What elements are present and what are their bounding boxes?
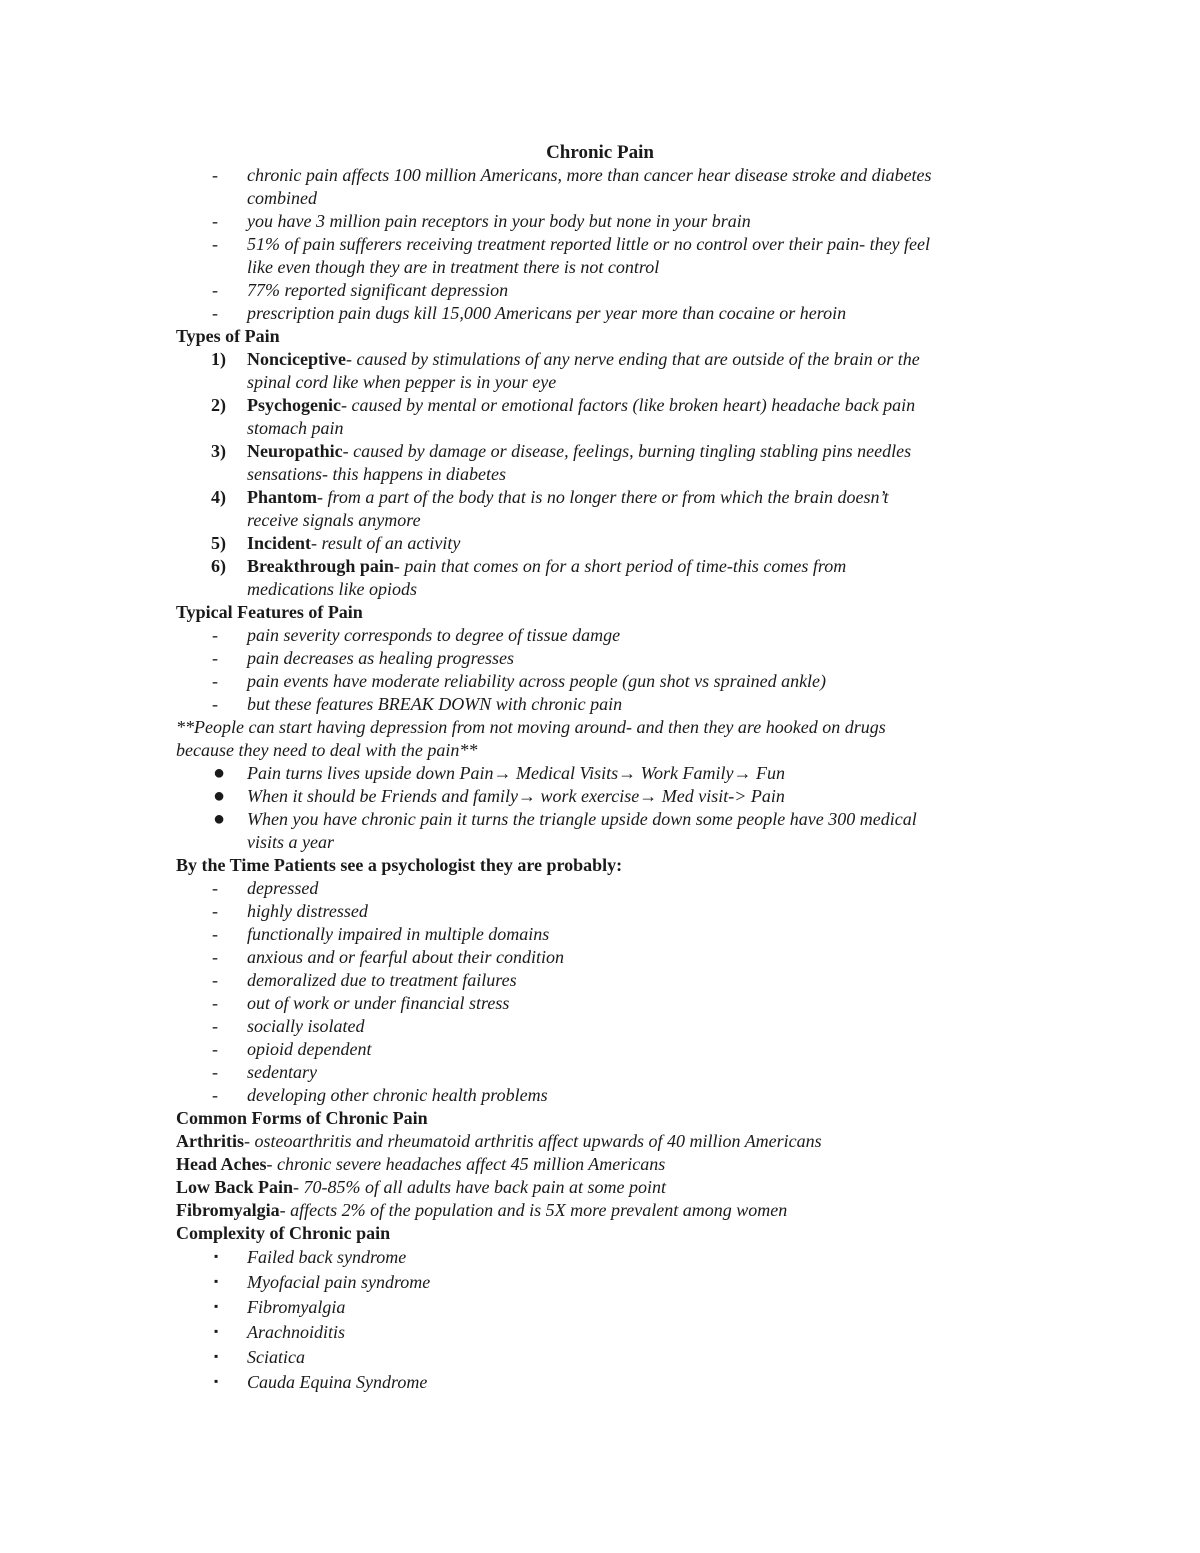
item-term: Phantom: [247, 487, 318, 507]
form-description: - affects 2% of the population and is 5X more prevalent among women: [279, 1200, 788, 1220]
square-bullet-icon: ▪: [214, 1274, 219, 1288]
square-bullet-icon: ▪: [214, 1249, 219, 1263]
list-item: [176, 785, 1036, 808]
dash-marker: -: [212, 1085, 218, 1105]
list-item-text: Cauda Equina Syndrome: [247, 1372, 428, 1392]
list-item: [176, 624, 1036, 647]
item-description-continued: receive signals anymore: [247, 510, 421, 530]
item-term: Incident: [247, 533, 312, 553]
list-item-text: pain severity corresponds to degree of tissue damge: [247, 625, 621, 645]
types-list: [176, 348, 1036, 601]
list-item-text: socially isolated: [247, 1016, 365, 1036]
dash-marker: -: [212, 947, 218, 967]
item-term: Nonciceptive: [247, 349, 346, 369]
form-entry: [176, 1199, 1036, 1222]
item-number: 4): [211, 487, 226, 507]
numbered-item: [176, 348, 1036, 394]
list-item: [176, 279, 1036, 302]
list-item: [176, 808, 1036, 854]
list-item: [176, 877, 1036, 900]
square-bullet-icon: ▪: [214, 1299, 219, 1313]
list-item: [176, 670, 1036, 693]
item-number: 1): [211, 349, 226, 369]
list-item-text: highly distressed: [247, 901, 368, 921]
dash-marker: -: [212, 901, 218, 921]
list-item: [176, 923, 1036, 946]
list-item-text: demoralized due to treatment failures: [247, 970, 517, 990]
item-number: 6): [211, 556, 226, 576]
dash-marker: -: [212, 1062, 218, 1082]
form-description: - 70-85% of all adults have back pain at some point: [293, 1177, 666, 1197]
list-item: [176, 1061, 1036, 1084]
list-item-text: pain decreases as healing progresses: [247, 648, 514, 668]
list-item: [176, 1038, 1036, 1061]
section-heading-forms: Common Forms of Chronic Pain: [176, 1108, 428, 1128]
list-item-text: 51% of pain sufferers receiving treatment reported little or no control over their pain- they feel: [247, 234, 931, 254]
forms-list: [176, 1130, 1036, 1222]
form-term: Arthritis: [176, 1131, 244, 1151]
features-list: [176, 624, 1036, 716]
list-item: [176, 900, 1036, 923]
complexity-list: [176, 1245, 1036, 1395]
bullet-dot-icon: ●: [213, 762, 226, 784]
form-description: - chronic severe headaches affect 45 million Americans: [266, 1154, 666, 1174]
square-bullet-icon: ▪: [214, 1349, 219, 1363]
list-item: [176, 969, 1036, 992]
list-item: [176, 210, 1036, 233]
page-title: Chronic Pain: [546, 142, 654, 163]
numbered-item: [176, 555, 1036, 601]
numbered-item: [176, 394, 1036, 440]
bullet-list: [176, 762, 1036, 854]
list-item-text: anxious and or fearful about their condition: [247, 947, 564, 967]
bullet-dot-icon: ●: [213, 785, 226, 807]
list-item-text: functionally impaired in multiple domains: [247, 924, 550, 944]
list-item: [176, 693, 1036, 716]
dash-marker: -: [212, 234, 218, 254]
psychologist-list: [176, 877, 1036, 1107]
item-term: Psychogenic: [247, 395, 341, 415]
section-heading-types: Types of Pain: [176, 326, 280, 346]
note-line: **People can start having depression from not moving around- and then they are hooked on drugs: [176, 717, 886, 737]
item-number: 5): [211, 533, 226, 553]
dash-marker: -: [212, 924, 218, 944]
document-body: [176, 164, 1036, 1395]
dash-marker: -: [212, 970, 218, 990]
form-entry: [176, 1153, 1036, 1176]
list-item-text: depressed: [247, 878, 319, 898]
list-item-text: chronic pain affects 100 million Americans, more than cancer hear disease stroke and diabetes: [247, 165, 932, 185]
list-item-text: developing other chronic health problems: [247, 1085, 548, 1105]
square-bullet-icon: ▪: [214, 1374, 219, 1388]
dash-marker: -: [212, 165, 218, 185]
item-description: - caused by mental or emotional factors (like broken heart) headache back pain: [341, 395, 916, 415]
numbered-item: [176, 440, 1036, 486]
item-description-continued: medications like opiods: [247, 579, 417, 599]
list-item: [176, 233, 1036, 279]
square-bullet-icon: ▪: [214, 1324, 219, 1338]
list-item-text: prescription pain dugs kill 15,000 Americans per year more than cocaine or heroin: [247, 303, 847, 323]
list-item-text: out of work or under financial stress: [247, 993, 510, 1013]
list-item-text: but these features BREAK DOWN with chronic pain: [247, 694, 623, 714]
item-description: - from a part of the body that is no longer there or from which the brain doesn’t: [317, 487, 889, 507]
dash-marker: -: [212, 648, 218, 668]
item-description: - caused by damage or disease, feelings, burning tingling stabling pins needles: [342, 441, 912, 461]
note-paragraph: [176, 716, 1036, 762]
form-term: Head Aches: [176, 1154, 267, 1174]
list-item-text: Arachnoiditis: [247, 1322, 345, 1342]
section-heading-psychologist: By the Time Patients see a psychologist they are probably:: [176, 855, 623, 875]
list-item-text: 77% reported significant depression: [247, 280, 509, 300]
item-description: - result of an activity: [311, 533, 461, 553]
form-entry: [176, 1176, 1036, 1199]
list-item-text: pain events have moderate reliability across people (gun shot vs sprained ankle): [247, 671, 827, 691]
dash-marker: -: [212, 671, 218, 691]
list-item-text: Sciatica: [247, 1347, 305, 1367]
item-description-continued: spinal cord like when pepper is in your eye: [247, 372, 557, 392]
list-item: [176, 647, 1036, 670]
dash-marker: -: [212, 1016, 218, 1036]
item-number: 2): [211, 395, 226, 415]
dash-marker: -: [212, 1039, 218, 1059]
item-description: - pain that comes on for a short period of time-this comes from: [393, 556, 847, 576]
section-heading-complexity: Complexity of Chronic pain: [176, 1223, 391, 1243]
item-term: Breakthrough pain: [247, 556, 394, 576]
bullet-dot-icon: ●: [213, 808, 226, 830]
list-item-text: opioid dependent: [247, 1039, 372, 1059]
item-description: - caused by stimulations of any nerve ending that are outside of the brain or the: [345, 349, 920, 369]
numbered-item: [176, 486, 1036, 532]
item-number: 3): [211, 441, 226, 461]
list-item-text: visits a year: [247, 832, 334, 852]
list-item-text: you have 3 million pain receptors in your body but none in your brain: [247, 211, 751, 231]
section-heading-features: Typical Features of Pain: [176, 602, 363, 622]
item-term: Neuropathic: [247, 441, 343, 461]
item-description-continued: sensations- this happens in diabetes: [247, 464, 506, 484]
list-item: [176, 1270, 1036, 1295]
list-item: [176, 946, 1036, 969]
list-item-text: When it should be Friends and family→ work exercise→ Med visit-> Pain: [247, 786, 785, 806]
dash-marker: -: [212, 993, 218, 1013]
list-item: [176, 1345, 1036, 1370]
dash-marker: -: [212, 211, 218, 231]
intro-list: [176, 164, 1036, 325]
list-item: [176, 1295, 1036, 1320]
dash-marker: -: [212, 280, 218, 300]
list-item: [176, 1320, 1036, 1345]
form-entry: [176, 1130, 1036, 1153]
list-item: [176, 1370, 1036, 1395]
list-item-text: Failed back syndrome: [247, 1247, 407, 1267]
item-description-continued: stomach pain: [247, 418, 344, 438]
list-item-text: Myofacial pain syndrome: [247, 1272, 431, 1292]
dash-marker: -: [212, 625, 218, 645]
dash-marker: -: [212, 303, 218, 323]
form-description: - osteoarthritis and rheumatoid arthritis affect upwards of 40 million Americans: [243, 1131, 822, 1151]
list-item-text: Fibromyalgia: [247, 1297, 346, 1317]
form-term: Fibromyalgia: [176, 1200, 280, 1220]
numbered-item: [176, 532, 1036, 555]
list-item: [176, 302, 1036, 325]
list-item: [176, 1245, 1036, 1270]
form-term: Low Back Pain: [176, 1177, 294, 1197]
list-item-text: combined: [247, 188, 317, 208]
dash-marker: -: [212, 694, 218, 714]
list-item-text: like even though they are in treatment there is not control: [247, 257, 660, 277]
dash-marker: -: [212, 878, 218, 898]
list-item-text: sedentary: [247, 1062, 317, 1082]
list-item: [176, 1084, 1036, 1107]
list-item: [176, 762, 1036, 785]
list-item: [176, 164, 1036, 210]
list-item-text: When you have chronic pain it turns the triangle upside down some people have 300 medical: [247, 809, 917, 829]
list-item-text: Pain turns lives upside down Pain→ Medical Visits→ Work Family→ Fun: [247, 763, 785, 783]
list-item: [176, 992, 1036, 1015]
list-item: [176, 1015, 1036, 1038]
note-line: because they need to deal with the pain**: [176, 740, 478, 760]
